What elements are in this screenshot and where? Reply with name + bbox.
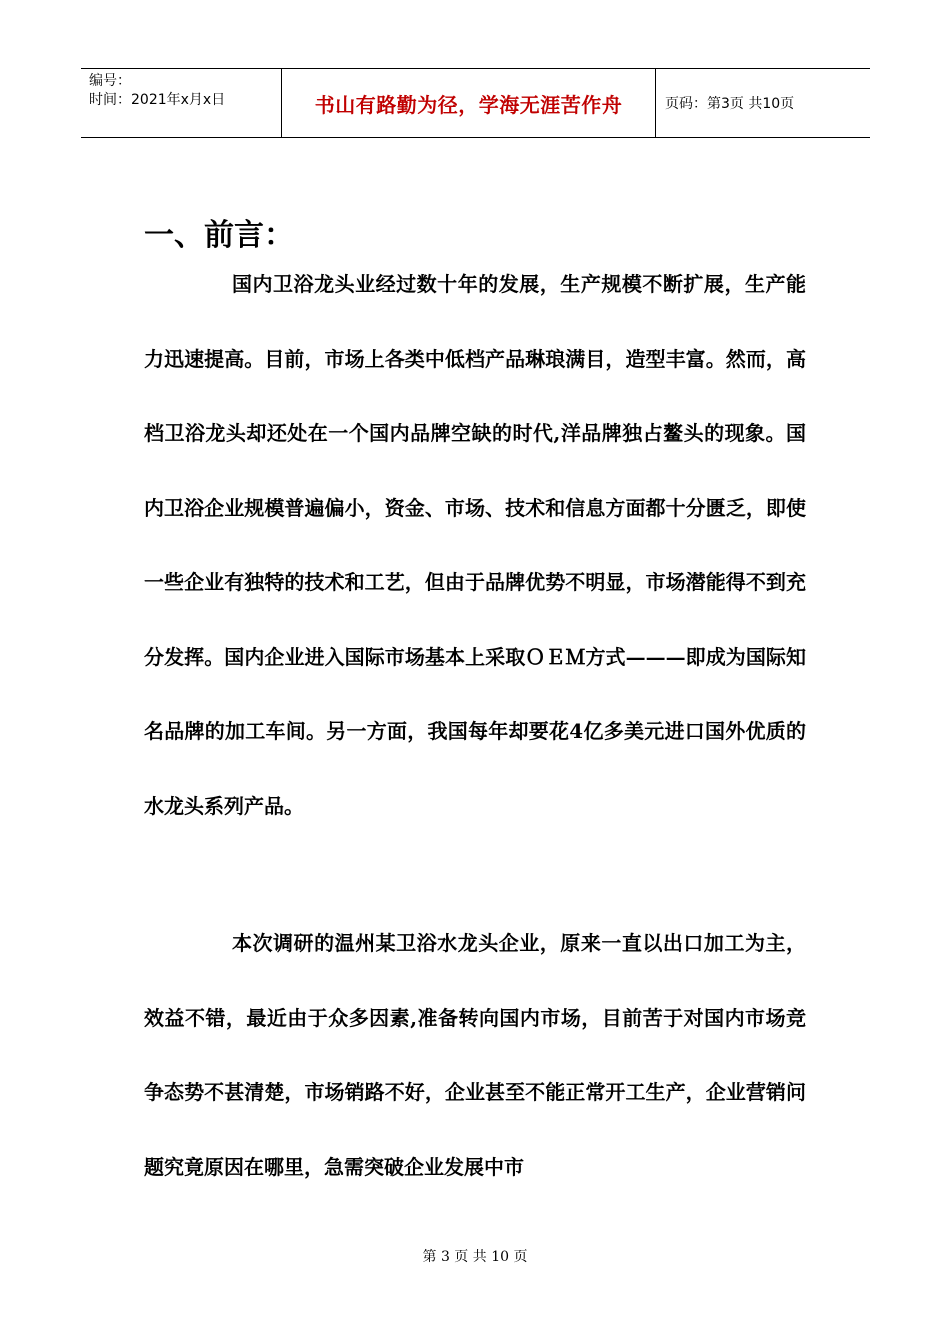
header-motto: 书山有路勤为径，学海无涯苦作舟 xyxy=(282,69,656,137)
document-time-label: 时间：2021年x月x日 xyxy=(89,92,226,108)
header-info-cell xyxy=(81,69,282,137)
header-table xyxy=(81,68,870,138)
paragraph-intro: 国内卫浴龙头业经过数十年的发展，生产规模不断扩展，生产能力迅速提高。目前，市场上各类中低档产品琳琅满目，造型丰富。然而，高档卫浴龙头却还处在一个国内品牌空缺的时代,洋品牌独占鳌头的现象。国内卫浴企业规模普遍偏小，资金、市场、技术和信息方面都十分匮乏，即使一些企业有独特的技术和工艺，但由于品牌优势不明显，市场潜能得不到充分发挥。国内企业进入国际市场基本上采取ＯＥＭ方式———即成为国际知名品牌的加工车间。另一方面，我国每年却要花4亿多美元进口国外优质的水龙头系列产品。 xyxy=(144,272,806,818)
document-number-label: 编号： xyxy=(89,73,131,89)
paragraph-survey: 本次调研的温州某卫浴水龙头企业，原来一直以出口加工为主，效益不错，最近由于众多因素,准备转向国内市场，目前苦于对国内市场竞争态势不甚清楚，市场销路不好，企业甚至不能正常开工生产，企业营销问题究竟原因在哪里，急需突破企业发展中市 xyxy=(144,931,806,1179)
section-heading: 一、前言： xyxy=(144,218,294,253)
header-page-code: 页码：第3页 共10页 xyxy=(665,96,795,112)
page-footer: 第 3 页 共 10 页 xyxy=(422,1249,528,1265)
